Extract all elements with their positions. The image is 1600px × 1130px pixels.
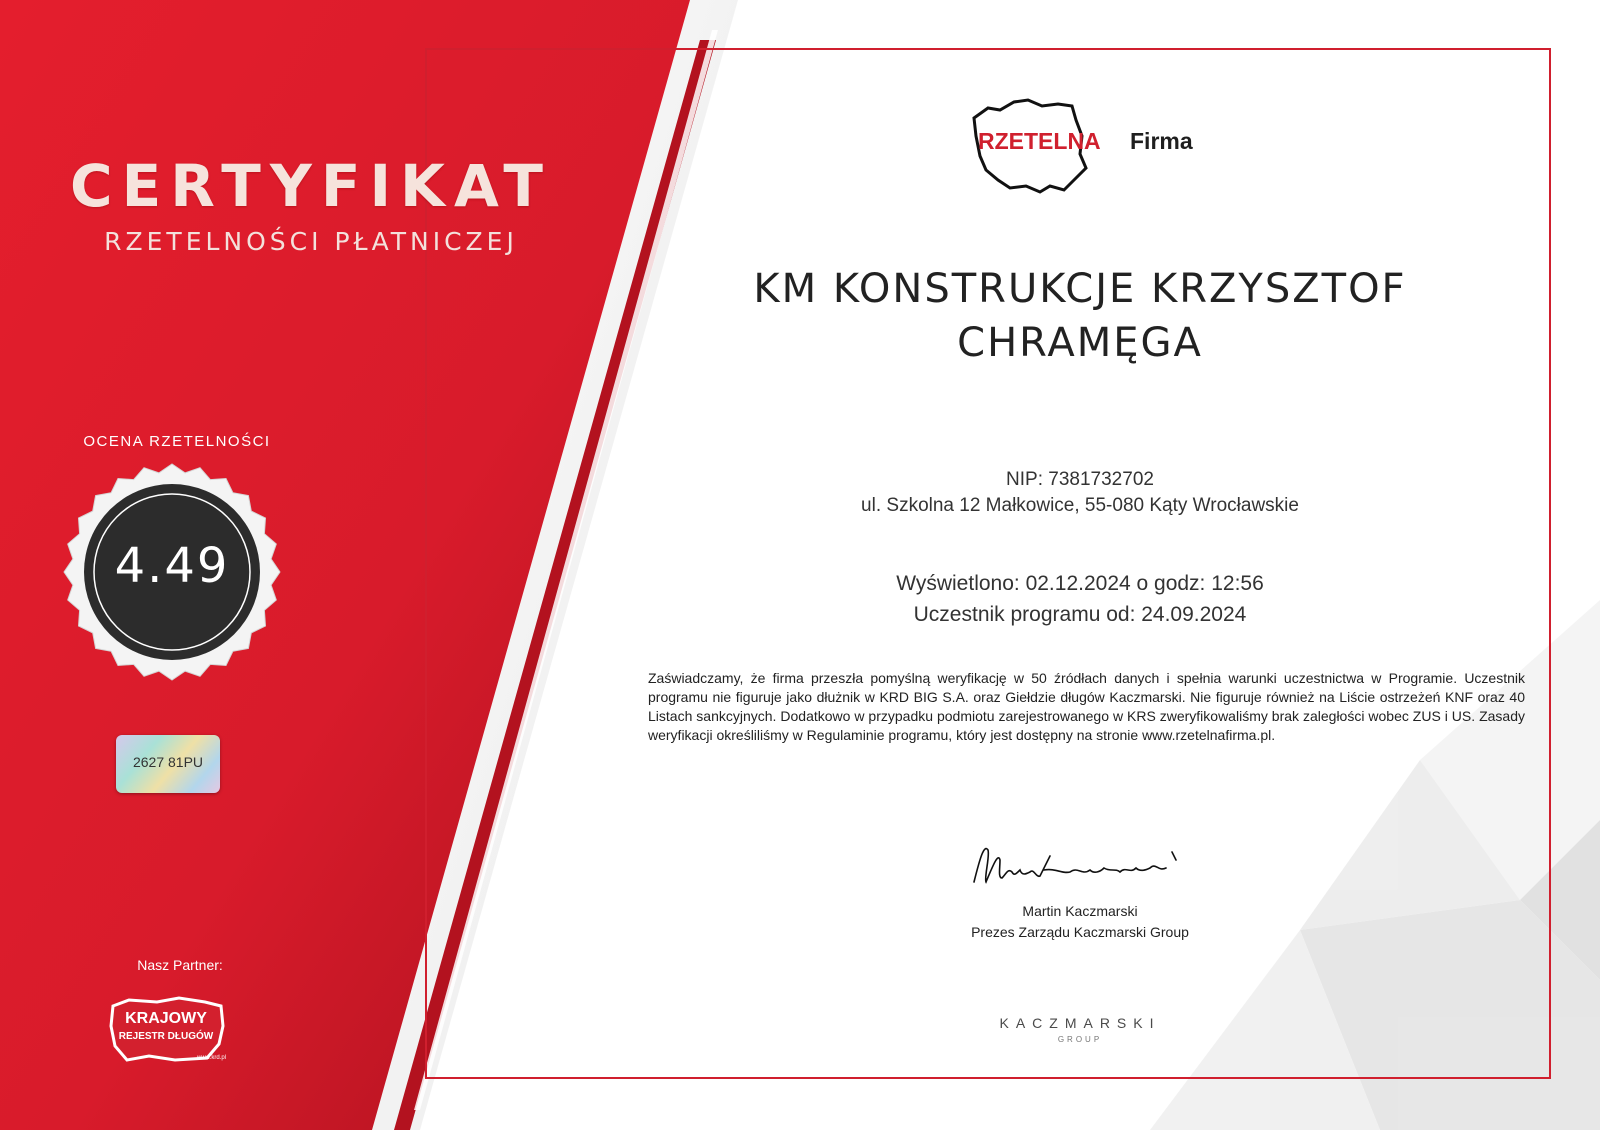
kaczmarski-group-sub: GROUP — [1057, 1035, 1103, 1044]
certificate-subtitle: RZETELNOŚCI PŁATNICZEJ — [104, 227, 518, 256]
krd-logo-line2: REJESTR DŁUGÓW — [118, 1031, 214, 1042]
krd-logo-line1: KRAJOWY — [125, 1010, 207, 1027]
brand-name-dark: Firma — [1130, 128, 1193, 154]
krd-logo-url: www.krd.pl — [196, 1055, 226, 1061]
member-since-date: Uczestnik programu od: 24.09.2024 — [913, 603, 1247, 626]
certificate-title: CERTYFIKAT — [70, 152, 552, 220]
signer-name: Martin Kaczmarski — [1022, 903, 1138, 919]
rating-label: OCENA RZETELNOŚCI — [83, 433, 271, 450]
company-name-line2: CHRAMĘGA — [957, 320, 1203, 366]
hologram-sticker — [116, 735, 220, 793]
brand-name-red: RZETELNA — [978, 128, 1101, 154]
kaczmarski-group-name: KACZMARSKI — [999, 1015, 1161, 1031]
company-nip: NIP: 7381732702 — [1006, 469, 1154, 490]
company-address: ul. Szkolna 12 Małkowice, 55-080 Kąty Wrocławskie — [861, 495, 1299, 516]
hologram-code: 2627 81PU — [132, 754, 204, 770]
company-name — [700, 262, 1460, 370]
company-name-line1: KM KONSTRUKCJE KRZYSZTOF — [753, 266, 1407, 312]
signer-title: Prezes Zarządu Kaczmarski Group — [971, 924, 1189, 940]
krd-logo-icon — [109, 996, 227, 1064]
displayed-date: Wyświetlono: 02.12.2024 o godz: 12:56 — [896, 572, 1264, 595]
verification-statement: Zaświadczamy, że firma przeszła pomyślną weryfikację w 50 źródłach danych i spełnia warunki uczestnictwa w Programie. Uczestnik programu nie figuruje jako dłużnik w KRD BIG S.A. oraz Giełdzie długów Kaczmarski. Nie figuruje również na Liście ostrzeżeń KNF oraz 40 Listach sankcyjnych. Dodatkowo w przypadku podmiotu zarejestrowanego w KRS zweryfikowaliśmy brak zaległości wobec ZUS i US. Zasady weryfikacji określiliśmy w Regulaminie programu, który jest dostępny na stronie www.rzetelnafirma.pl. — [648, 670, 1525, 743]
signature-image — [970, 838, 1190, 898]
rating-value: 4.49 — [114, 538, 230, 594]
partner-label: Nasz Partner: — [137, 957, 223, 973]
